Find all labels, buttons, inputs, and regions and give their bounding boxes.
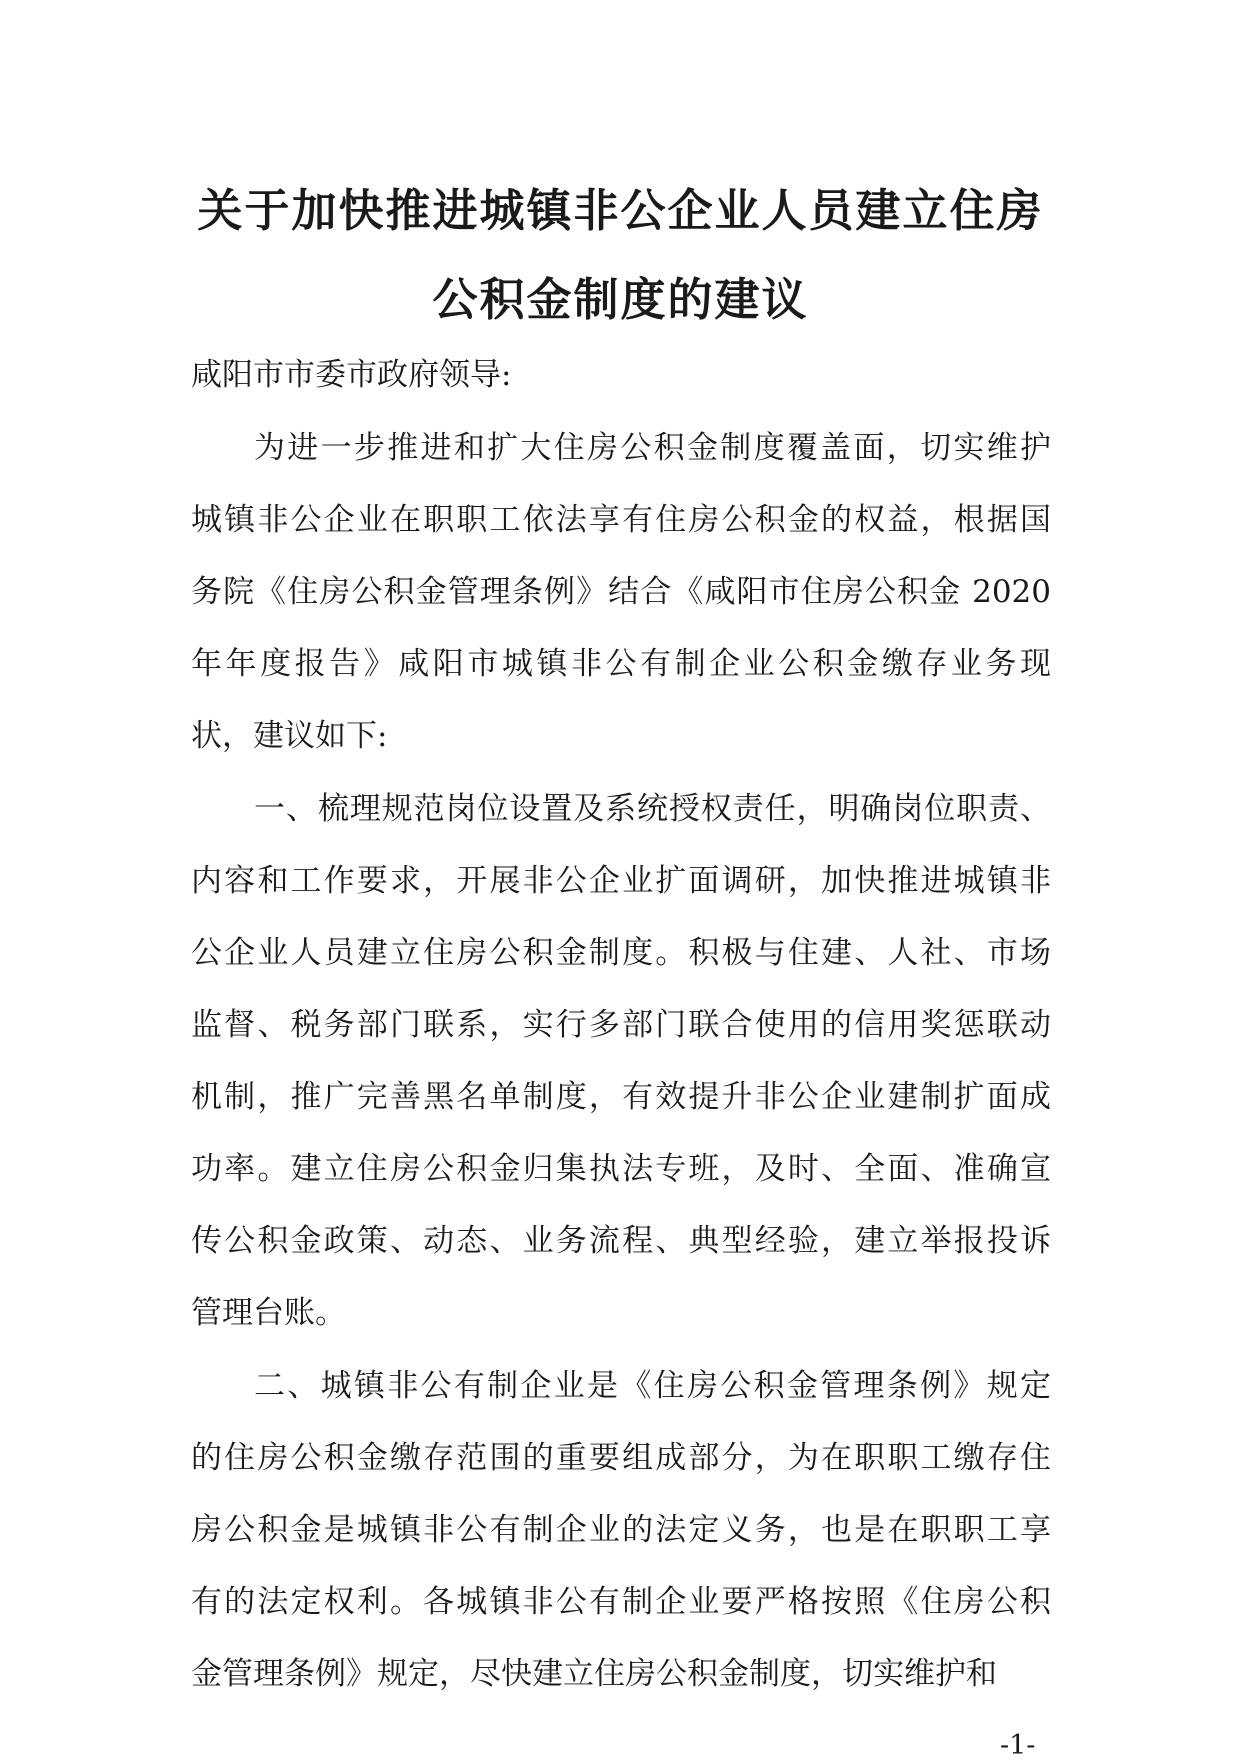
body-line: 功率。建立住房公积金归集执法专班，及时、全面、准确宣 [191,1151,1051,1187]
body-line: 传公积金政策、动态、业务流程、典型经验，建立举报投诉 [191,1223,1051,1259]
body-line: 年年度报告》咸阳市城镇非公有制企业公积金缴存业务现 [191,646,1051,682]
body-line: 的住房公积金缴存范围的重要组成部分，为在职职工缴存住 [191,1440,1051,1476]
body-line: 机制，推广完善黑名单制度，有效提升非公企业建制扩面成 [191,1079,1051,1115]
body-line: 务院《住房公积金管理条例》结合《咸阳市住房公积金 2020 [191,574,1051,610]
body-line: 二、城镇非公有制企业是《住房公积金管理条例》规定 [254,1368,1051,1404]
salutation: 咸阳市市委市政府领导: [191,357,512,393]
body-line: 房公积金是城镇非公有制企业的法定义务，也是在职职工享 [191,1512,1051,1548]
body-line: 监督、税务部门联系，实行多部门联合使用的信用奖惩联动 [191,1007,1051,1043]
body-line: 金管理条例》规定，尽快建立住房公积金制度，切实维护和 [191,1656,997,1692]
body-line: 为进一步推进和扩大住房公积金制度覆盖面，切实维护 [254,430,1051,466]
title-line-2: 公积金制度的建议 [432,273,809,326]
body-line: 一、梳理规范岗位设置及系统授权责任，明确岗位职责、 [254,791,1051,827]
page-number: -1- [1000,1730,1036,1761]
body-line: 管理台账。 [191,1295,346,1331]
body-line: 公企业人员建立住房公积金制度。积极与住建、人社、市场 [191,935,1051,971]
title-line-1: 关于加快推进城镇非公企业人员建立住房 [197,184,1044,237]
body-line: 城镇非公企业在职职工依法享有住房公积金的权益，根据国 [191,502,1051,538]
body-line: 状，建议如下: [191,718,388,754]
body-line: 内容和工作要求，开展非公企业扩面调研，加快推进城镇非 [191,863,1051,899]
body-line: 有的法定权利。各城镇非公有制企业要严格按照《住房公积 [191,1584,1051,1620]
